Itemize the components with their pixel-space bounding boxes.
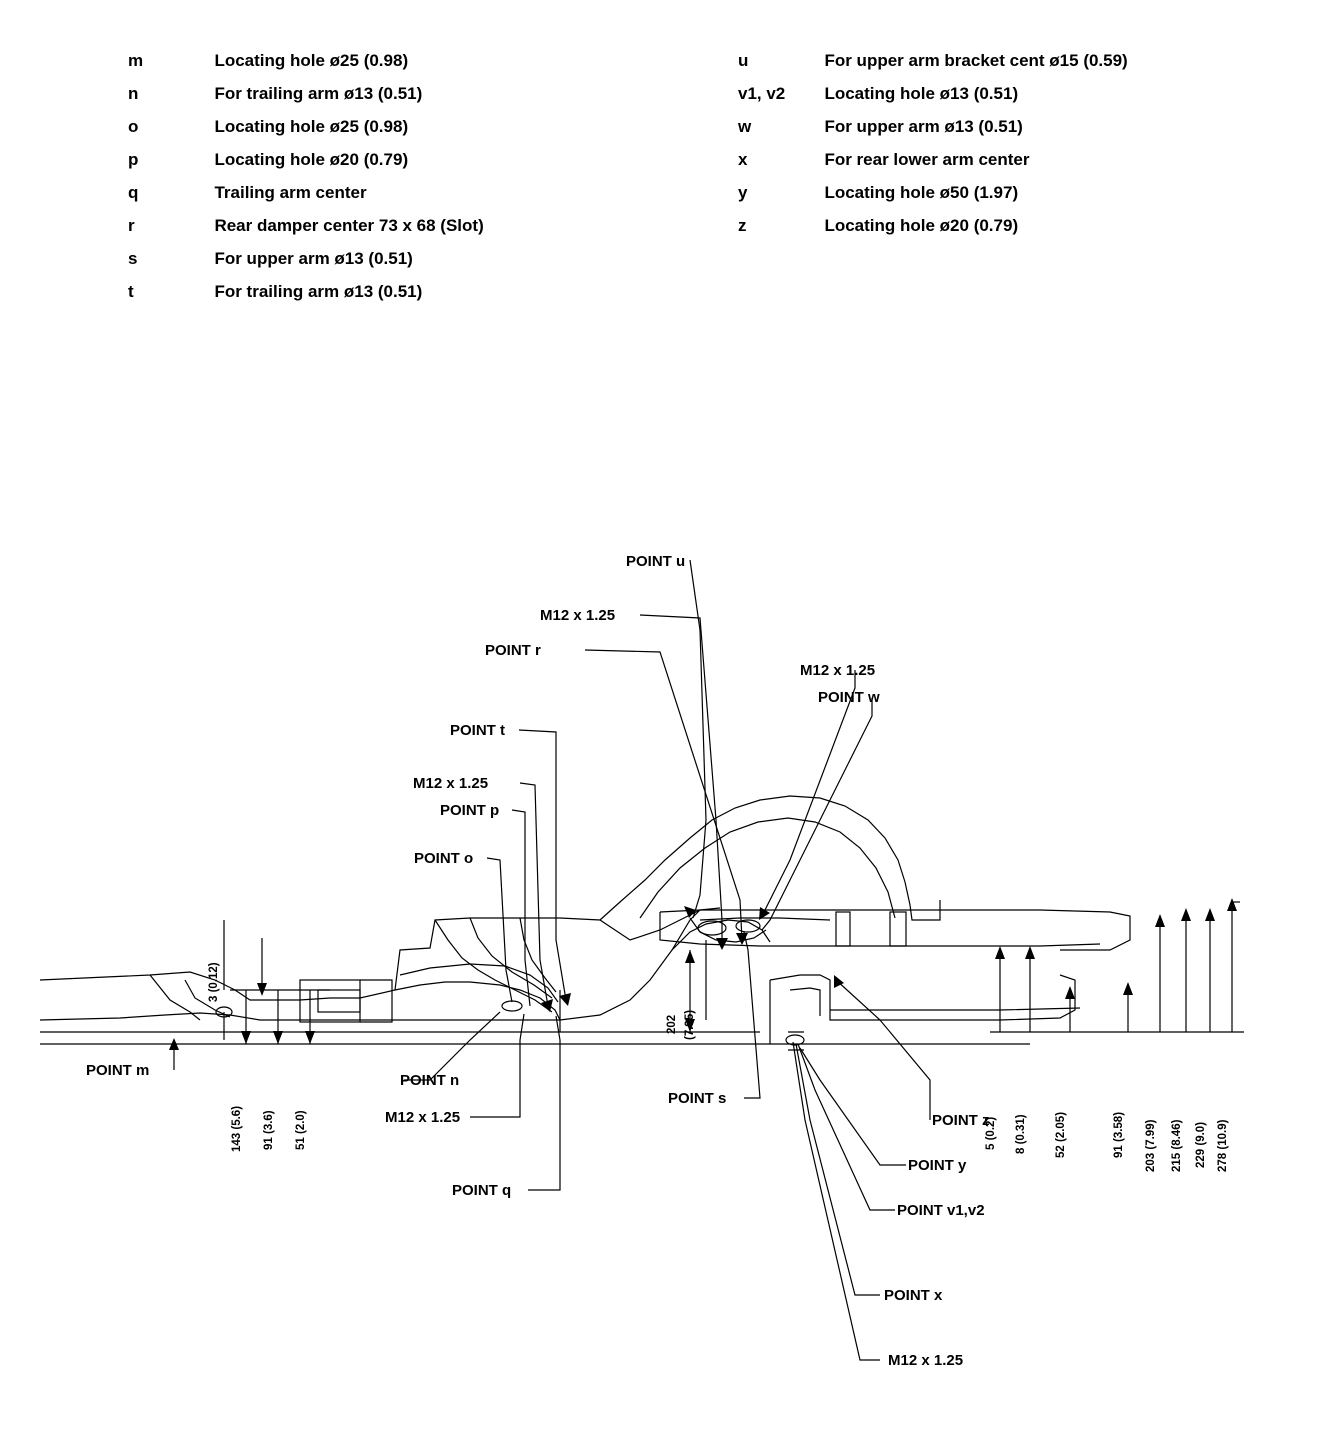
legend-column-right: [738, 44, 1128, 242]
legend-key: y: [738, 183, 748, 202]
legend-description: Locating hole ø50 (1.97): [824, 183, 1019, 202]
legend-description: Locating hole ø13 (0.51): [824, 84, 1019, 103]
arrow-dim-5: [995, 946, 1005, 959]
callout-thread-5: M12 x 1.25: [888, 1352, 964, 1369]
dim-52: 52 (2.05): [1055, 1111, 1067, 1158]
callout-point-u: POINT u: [626, 553, 686, 570]
arrow-dim-8: [1025, 946, 1035, 959]
body-outline-lower: [40, 910, 700, 1020]
bracket-box-1: [300, 980, 360, 1022]
callout-point-t: POINT t: [450, 722, 505, 739]
hole-o: [502, 1001, 522, 1011]
legend-row: [128, 275, 484, 308]
legend-description: For upper arm ø13 (0.51): [214, 249, 413, 268]
dim-143: 143 (5.6): [231, 1105, 243, 1152]
arrow-dim-203: [1155, 914, 1165, 927]
wheel-arch-inner: [640, 818, 895, 918]
deck-rib-1: [836, 912, 850, 946]
arrow-dim-278: [1227, 898, 1237, 911]
legend-table: [0, 44, 1344, 334]
dim-215: 215 (8.46): [1171, 1119, 1183, 1172]
legend-key: m: [128, 51, 144, 70]
callout-point-y: POINT y: [908, 1157, 967, 1174]
leader-point-n: [404, 1012, 500, 1080]
arrow-dim-202-top: [685, 950, 695, 963]
dim-278: 278 (10.9): [1217, 1119, 1229, 1172]
technical-drawing: [0, 520, 1344, 1440]
legend-row: [128, 110, 484, 143]
callout-thread-1: M12 x 1.25: [540, 607, 616, 624]
dim-5: 5 (0.2): [985, 1116, 997, 1150]
deck-rib-2: [890, 912, 906, 946]
callout-point-o: POINT o: [414, 850, 474, 867]
legend-description: Trailing arm center: [214, 183, 367, 202]
leader-point-o: [487, 858, 512, 1002]
legend-row: [128, 44, 484, 77]
left-panel: [150, 975, 200, 1020]
bracket-box-3: [360, 980, 392, 1022]
legend-key: q: [128, 183, 139, 202]
legend-row: [738, 176, 1128, 209]
dim-91a: 91 (3.6): [263, 1110, 275, 1150]
legend-description: For trailing arm ø13 (0.51): [214, 282, 423, 301]
leader-point-p: [512, 810, 530, 1006]
body-outline-upper: [40, 908, 720, 1000]
leader-thread-4: [470, 1014, 524, 1117]
bracket-box-2: [318, 990, 360, 1012]
dim-229: 229 (9.0): [1195, 1121, 1207, 1168]
legend-row: [738, 77, 1128, 110]
arrow-dim-91a: [273, 1031, 283, 1044]
legend-description: For trailing arm ø13 (0.51): [214, 84, 423, 103]
legend-row: [128, 77, 484, 110]
legend-description: For upper arm ø13 (0.51): [824, 117, 1023, 136]
legend-key: o: [128, 117, 139, 136]
callout-point-w: POINT w: [818, 689, 880, 706]
lower-right-rail: [770, 975, 1075, 1020]
leader-thread-1: [640, 615, 722, 945]
arrow-dim-215: [1181, 908, 1191, 921]
callout-thread-3: M12 x 1.25: [413, 775, 489, 792]
legend-key: w: [738, 117, 752, 136]
callout-point-x: POINT x: [884, 1287, 943, 1304]
leader-point-x: [796, 1044, 880, 1295]
callout-point-n: POINT n: [400, 1072, 460, 1089]
callout-point-m: POINT m: [86, 1062, 150, 1079]
legend-description: For upper arm bracket cent ø15 (0.59): [824, 51, 1128, 70]
callout-thread-2: M12 x 1.25: [800, 662, 876, 679]
legend-key: u: [738, 51, 749, 70]
leader-point-u: [690, 560, 706, 918]
legend-key: z: [738, 216, 747, 235]
dim-8: 8 (0.31): [1015, 1114, 1027, 1154]
legend-description: Locating hole ø20 (0.79): [824, 216, 1019, 235]
deck-detail-1: [700, 918, 830, 920]
leader-point-w: [762, 698, 872, 930]
legend-description: Rear damper center 73 x 68 (Slot): [214, 216, 484, 235]
legend-description: For rear lower arm center: [824, 150, 1030, 169]
legend-key: x: [738, 150, 748, 169]
leader-point-z: [836, 980, 930, 1120]
legend-key: t: [128, 282, 134, 301]
callout-thread-4: M12 x 1.25: [385, 1109, 461, 1126]
legend-row: [128, 242, 484, 275]
drawing-svg: [0, 520, 1344, 1440]
leader-thread-5: [793, 1042, 880, 1360]
leader-point-q: [528, 1016, 560, 1190]
leader-point-s: [744, 932, 760, 1098]
leader-point-y: [800, 1048, 906, 1165]
legend-key: p: [128, 150, 139, 169]
legend-key: r: [128, 216, 135, 235]
dim-203: 203 (7.99): [1145, 1119, 1157, 1172]
legend-key: v1, v2: [738, 84, 786, 103]
dim-202: 202: [666, 1014, 678, 1034]
legend-row: [128, 143, 484, 176]
callout-point-s: POINT s: [668, 1090, 727, 1107]
dim-3: 3 (0.12): [208, 962, 220, 1002]
legend-key: s: [128, 249, 138, 268]
legend-row: [128, 176, 484, 209]
legend-description: Locating hole ø25 (0.98): [214, 117, 409, 136]
legend-description: Locating hole ø20 (0.79): [214, 150, 409, 169]
dim-51: 51 (2.0): [295, 1110, 307, 1150]
arrow-dim-91b: [1123, 982, 1133, 995]
leader-point-r: [585, 650, 742, 940]
legend-row: [128, 209, 484, 242]
arrow-point-t: [559, 993, 571, 1006]
callout-point-q: POINT q: [452, 1182, 512, 1199]
arrow-dim-143: [241, 1031, 251, 1044]
legend-row: [738, 209, 1128, 242]
leader-thread-2: [762, 670, 855, 916]
center-panel-fold-1: [395, 982, 560, 1020]
dim-795: (7.95): [684, 1009, 696, 1040]
leader-point-t: [519, 730, 566, 1000]
dim-91b: 91 (3.58): [1113, 1111, 1125, 1158]
callout-point-r: POINT r: [485, 642, 541, 659]
legend-column-left: [128, 44, 484, 308]
legend-key: n: [128, 84, 139, 103]
callout-point-p: POINT p: [440, 802, 500, 819]
legend-row: [738, 143, 1128, 176]
legend-description: Locating hole ø25 (0.98): [214, 51, 409, 70]
arrow-dim-52: [1065, 986, 1075, 999]
arrow-dim-229: [1205, 908, 1215, 921]
legend-row: [738, 44, 1128, 77]
callout-point-z: POINT z: [932, 1112, 990, 1129]
callout-point-v1v2: POINT v1,v2: [897, 1202, 985, 1219]
legend-row: [738, 110, 1128, 143]
arrow-dim-51: [305, 1031, 315, 1044]
lower-right-detail: [790, 988, 820, 1016]
